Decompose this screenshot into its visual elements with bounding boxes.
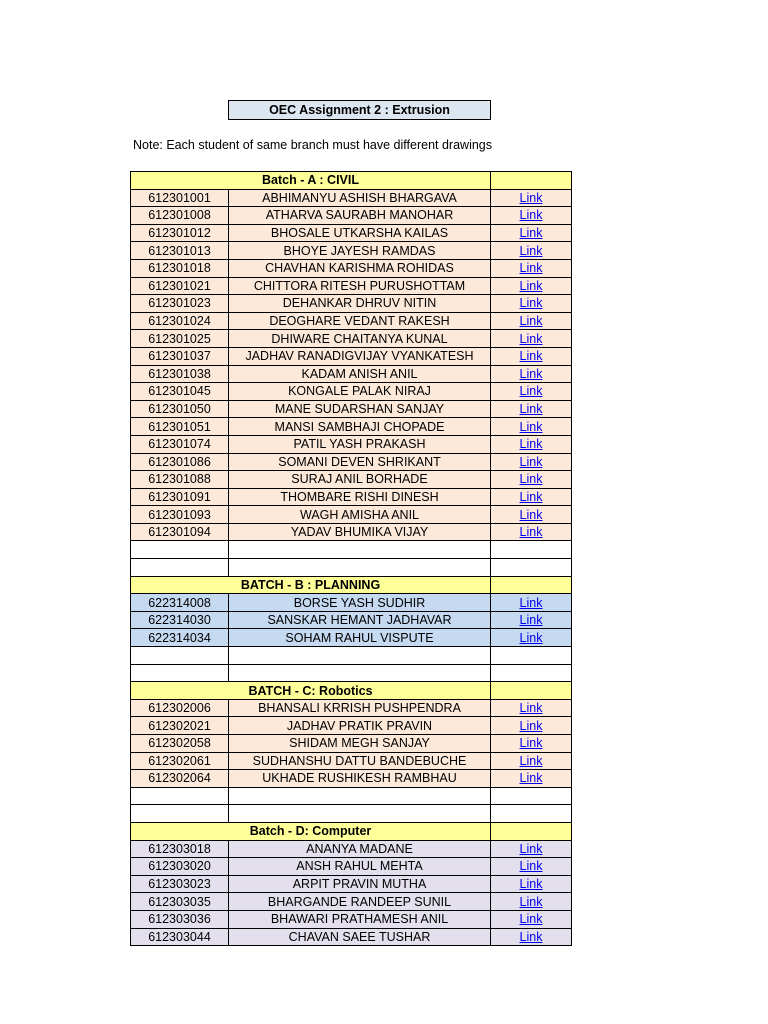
student-name: UKHADE RUSHIKESH RAMBHAU [229,770,491,788]
student-id: 612303044 [131,928,229,946]
student-name: MANSI SAMBHAJI CHOPADE [229,418,491,436]
student-name: ATHARVA SAURABH MANOHAR [229,207,491,225]
student-name: BHAWARI PRATHAMESH ANIL [229,910,491,928]
link-cell [491,506,572,524]
student-name: SUDHANSHU DATTU BANDEBUCHE [229,752,491,770]
note-text: Note: Each student of same branch must have different drawings [133,138,492,152]
student-row [131,400,572,418]
student-id: 612301012 [131,224,229,242]
link-cell [491,928,572,946]
empty-row [131,541,572,559]
link-cell [491,224,572,242]
student-row [131,770,572,788]
link-cell [491,242,572,260]
student-id: 612301025 [131,330,229,348]
student-name: CHAVHAN KARISHMA ROHIDAS [229,259,491,277]
student-name: SURAJ ANIL BORHADE [229,471,491,489]
student-id: 612303035 [131,893,229,911]
link-cell [491,629,572,647]
student-id: 622314030 [131,611,229,629]
student-row [131,471,572,489]
student-name: BHANSALI KRRISH PUSHPENDRA [229,699,491,717]
batch-header: BATCH - B : PLANNING [131,576,491,594]
student-name: JADHAV PRATIK PRAVIN [229,717,491,735]
student-name: DHIWARE CHAITANYA KUNAL [229,330,491,348]
drawing-link[interactable]: Link [519,454,543,469]
drawing-link[interactable]: Link [519,507,543,522]
student-row [131,347,572,365]
empty-cell [229,805,491,823]
student-id: 612301074 [131,435,229,453]
link-cell [491,312,572,330]
empty-cell [229,559,491,577]
student-row [131,207,572,225]
link-cell [491,488,572,506]
student-row [131,717,572,735]
empty-cell [229,664,491,682]
link-cell [491,858,572,876]
student-row [131,858,572,876]
student-id: 612301045 [131,383,229,401]
student-name: CHAVAN SAEE TUSHAR [229,928,491,946]
drawing-link[interactable]: Link [519,894,543,909]
student-id: 612302021 [131,717,229,735]
drawing-link[interactable]: Link [519,718,543,733]
student-name: JADHAV RANADIGVIJAY VYANKATESH [229,347,491,365]
empty-cell [131,787,229,805]
empty-cell [229,647,491,665]
student-id: 612301021 [131,277,229,295]
student-row [131,611,572,629]
batch-header-row [131,682,572,700]
student-name: YADAV BHUMIKA VIJAY [229,523,491,541]
student-row [131,453,572,471]
student-row [131,295,572,313]
student-name: KONGALE PALAK NIRAJ [229,383,491,401]
batch-header: Batch - D: Computer [131,822,491,840]
student-id: 612301023 [131,295,229,313]
student-id: 612302064 [131,770,229,788]
link-cell [491,699,572,717]
drawing-link[interactable]: Link [519,771,543,786]
drawing-link[interactable]: Link [519,489,543,504]
student-row [131,752,572,770]
link-cell [491,189,572,207]
empty-cell [491,541,572,559]
drawing-link[interactable]: Link [519,384,543,399]
student-name: ABHIMANYU ASHISH BHARGAVA [229,189,491,207]
link-cell [491,471,572,489]
student-row [131,594,572,612]
student-row [131,224,572,242]
student-row [131,242,572,260]
student-table [130,171,572,946]
student-name: DEOGHARE VEDANT RAKESH [229,312,491,330]
student-row [131,259,572,277]
student-id: 612302058 [131,735,229,753]
student-name: SHIDAM MEGH SANJAY [229,735,491,753]
student-id: 612301018 [131,259,229,277]
student-id: 622314008 [131,594,229,612]
empty-row [131,647,572,665]
student-id: 612301093 [131,506,229,524]
drawing-link[interactable]: Link [519,736,543,751]
student-row [131,875,572,893]
empty-cell [491,559,572,577]
student-name: BHOSALE UTKARSHA KAILAS [229,224,491,242]
drawing-link[interactable]: Link [519,402,543,417]
batch-header-row [131,172,572,190]
link-cell [491,435,572,453]
student-row [131,383,572,401]
empty-cell [491,647,572,665]
empty-cell [131,664,229,682]
student-row [131,435,572,453]
student-name: ARPIT PRAVIN MUTHA [229,875,491,893]
drawing-link[interactable]: Link [519,841,543,856]
empty-cell [491,787,572,805]
link-cell [491,259,572,277]
drawing-link[interactable]: Link [519,525,543,540]
link-cell [491,400,572,418]
drawing-link[interactable]: Link [519,859,543,874]
student-row [131,189,572,207]
student-name: THOMBARE RISHI DINESH [229,488,491,506]
empty-cell [491,664,572,682]
student-row [131,277,572,295]
student-name: ANANYA MADANE [229,840,491,858]
student-row [131,312,572,330]
drawing-link[interactable]: Link [519,595,543,610]
student-id: 612301001 [131,189,229,207]
drawing-link[interactable]: Link [519,912,543,927]
drawing-link[interactable]: Link [519,314,543,329]
student-id: 622314034 [131,629,229,647]
link-cell [491,735,572,753]
batch-header-link-cell [491,682,572,700]
student-name: CHITTORA RITESH PURUSHOTTAM [229,277,491,295]
batch-header-row [131,576,572,594]
student-row [131,506,572,524]
student-id: 612303018 [131,840,229,858]
student-row [131,418,572,436]
page-title: OEC Assignment 2 : Extrusion [228,100,491,120]
link-cell [491,875,572,893]
student-row [131,629,572,647]
student-name: ANSH RAHUL MEHTA [229,858,491,876]
empty-cell [131,541,229,559]
student-id: 612301037 [131,347,229,365]
link-cell [491,207,572,225]
student-row [131,330,572,348]
student-id: 612303036 [131,910,229,928]
link-cell [491,523,572,541]
student-row [131,523,572,541]
batch-header-link-cell [491,172,572,190]
drawing-link[interactable]: Link [519,701,543,716]
student-row [131,840,572,858]
student-name: BHARGANDE RANDEEP SUNIL [229,893,491,911]
batch-header: Batch - A : CIVIL [131,172,491,190]
student-row [131,928,572,946]
link-cell [491,383,572,401]
empty-cell [491,805,572,823]
student-id: 612301008 [131,207,229,225]
empty-row [131,664,572,682]
drawing-link[interactable]: Link [519,331,543,346]
student-id: 612303023 [131,875,229,893]
student-id: 612302006 [131,699,229,717]
drawing-link[interactable]: Link [519,296,543,311]
student-table-body [131,172,572,946]
student-id: 612301050 [131,400,229,418]
student-id: 612302061 [131,752,229,770]
student-id: 612301091 [131,488,229,506]
drawing-link[interactable]: Link [519,472,543,487]
empty-cell [131,559,229,577]
empty-cell [229,787,491,805]
empty-cell [131,647,229,665]
empty-cell [131,805,229,823]
drawing-link[interactable]: Link [519,929,543,944]
drawing-link[interactable]: Link [519,190,543,205]
student-row [131,488,572,506]
drawing-link[interactable]: Link [519,349,543,364]
student-id: 612301088 [131,471,229,489]
student-id: 612301051 [131,418,229,436]
student-name: SOMANI DEVEN SHRIKANT [229,453,491,471]
link-cell [491,752,572,770]
student-name: BHOYE JAYESH RAMDAS [229,242,491,260]
student-name: MANE SUDARSHAN SANJAY [229,400,491,418]
drawing-link[interactable]: Link [519,419,543,434]
link-cell [491,453,572,471]
student-name: BORSE YASH SUDHIR [229,594,491,612]
student-name: WAGH AMISHA ANIL [229,506,491,524]
student-row [131,910,572,928]
link-cell [491,770,572,788]
batch-header-row [131,822,572,840]
batch-header-link-cell [491,822,572,840]
student-row [131,735,572,753]
drawing-link[interactable]: Link [519,226,543,241]
student-row [131,893,572,911]
link-cell [491,418,572,436]
empty-row [131,805,572,823]
link-cell [491,594,572,612]
link-cell [491,347,572,365]
student-id: 612301094 [131,523,229,541]
student-row [131,699,572,717]
link-cell [491,330,572,348]
drawing-link[interactable]: Link [519,877,543,892]
link-cell [491,295,572,313]
drawing-link[interactable]: Link [519,366,543,381]
student-id: 612301038 [131,365,229,383]
link-cell [491,893,572,911]
student-name: DEHANKAR DHRUV NITIN [229,295,491,313]
link-cell [491,277,572,295]
link-cell [491,365,572,383]
batch-header: BATCH - C: Robotics [131,682,491,700]
student-name: SANSKAR HEMANT JADHAVAR [229,611,491,629]
empty-cell [229,541,491,559]
drawing-link[interactable]: Link [519,753,543,768]
student-row [131,365,572,383]
drawing-link[interactable]: Link [519,437,543,452]
link-cell [491,611,572,629]
link-cell [491,910,572,928]
drawing-link[interactable]: Link [519,243,543,258]
drawing-link[interactable]: Link [519,208,543,223]
drawing-link[interactable]: Link [519,613,543,628]
student-id: 612301013 [131,242,229,260]
link-cell [491,717,572,735]
batch-header-link-cell [491,576,572,594]
student-id: 612301086 [131,453,229,471]
link-cell [491,840,572,858]
empty-row [131,559,572,577]
student-name: SOHAM RAHUL VISPUTE [229,629,491,647]
drawing-link[interactable]: Link [519,630,543,645]
student-id: 612303020 [131,858,229,876]
empty-row [131,787,572,805]
drawing-link[interactable]: Link [519,278,543,293]
student-id: 612301024 [131,312,229,330]
drawing-link[interactable]: Link [519,261,543,276]
student-name: KADAM ANISH ANIL [229,365,491,383]
student-name: PATIL YASH PRAKASH [229,435,491,453]
